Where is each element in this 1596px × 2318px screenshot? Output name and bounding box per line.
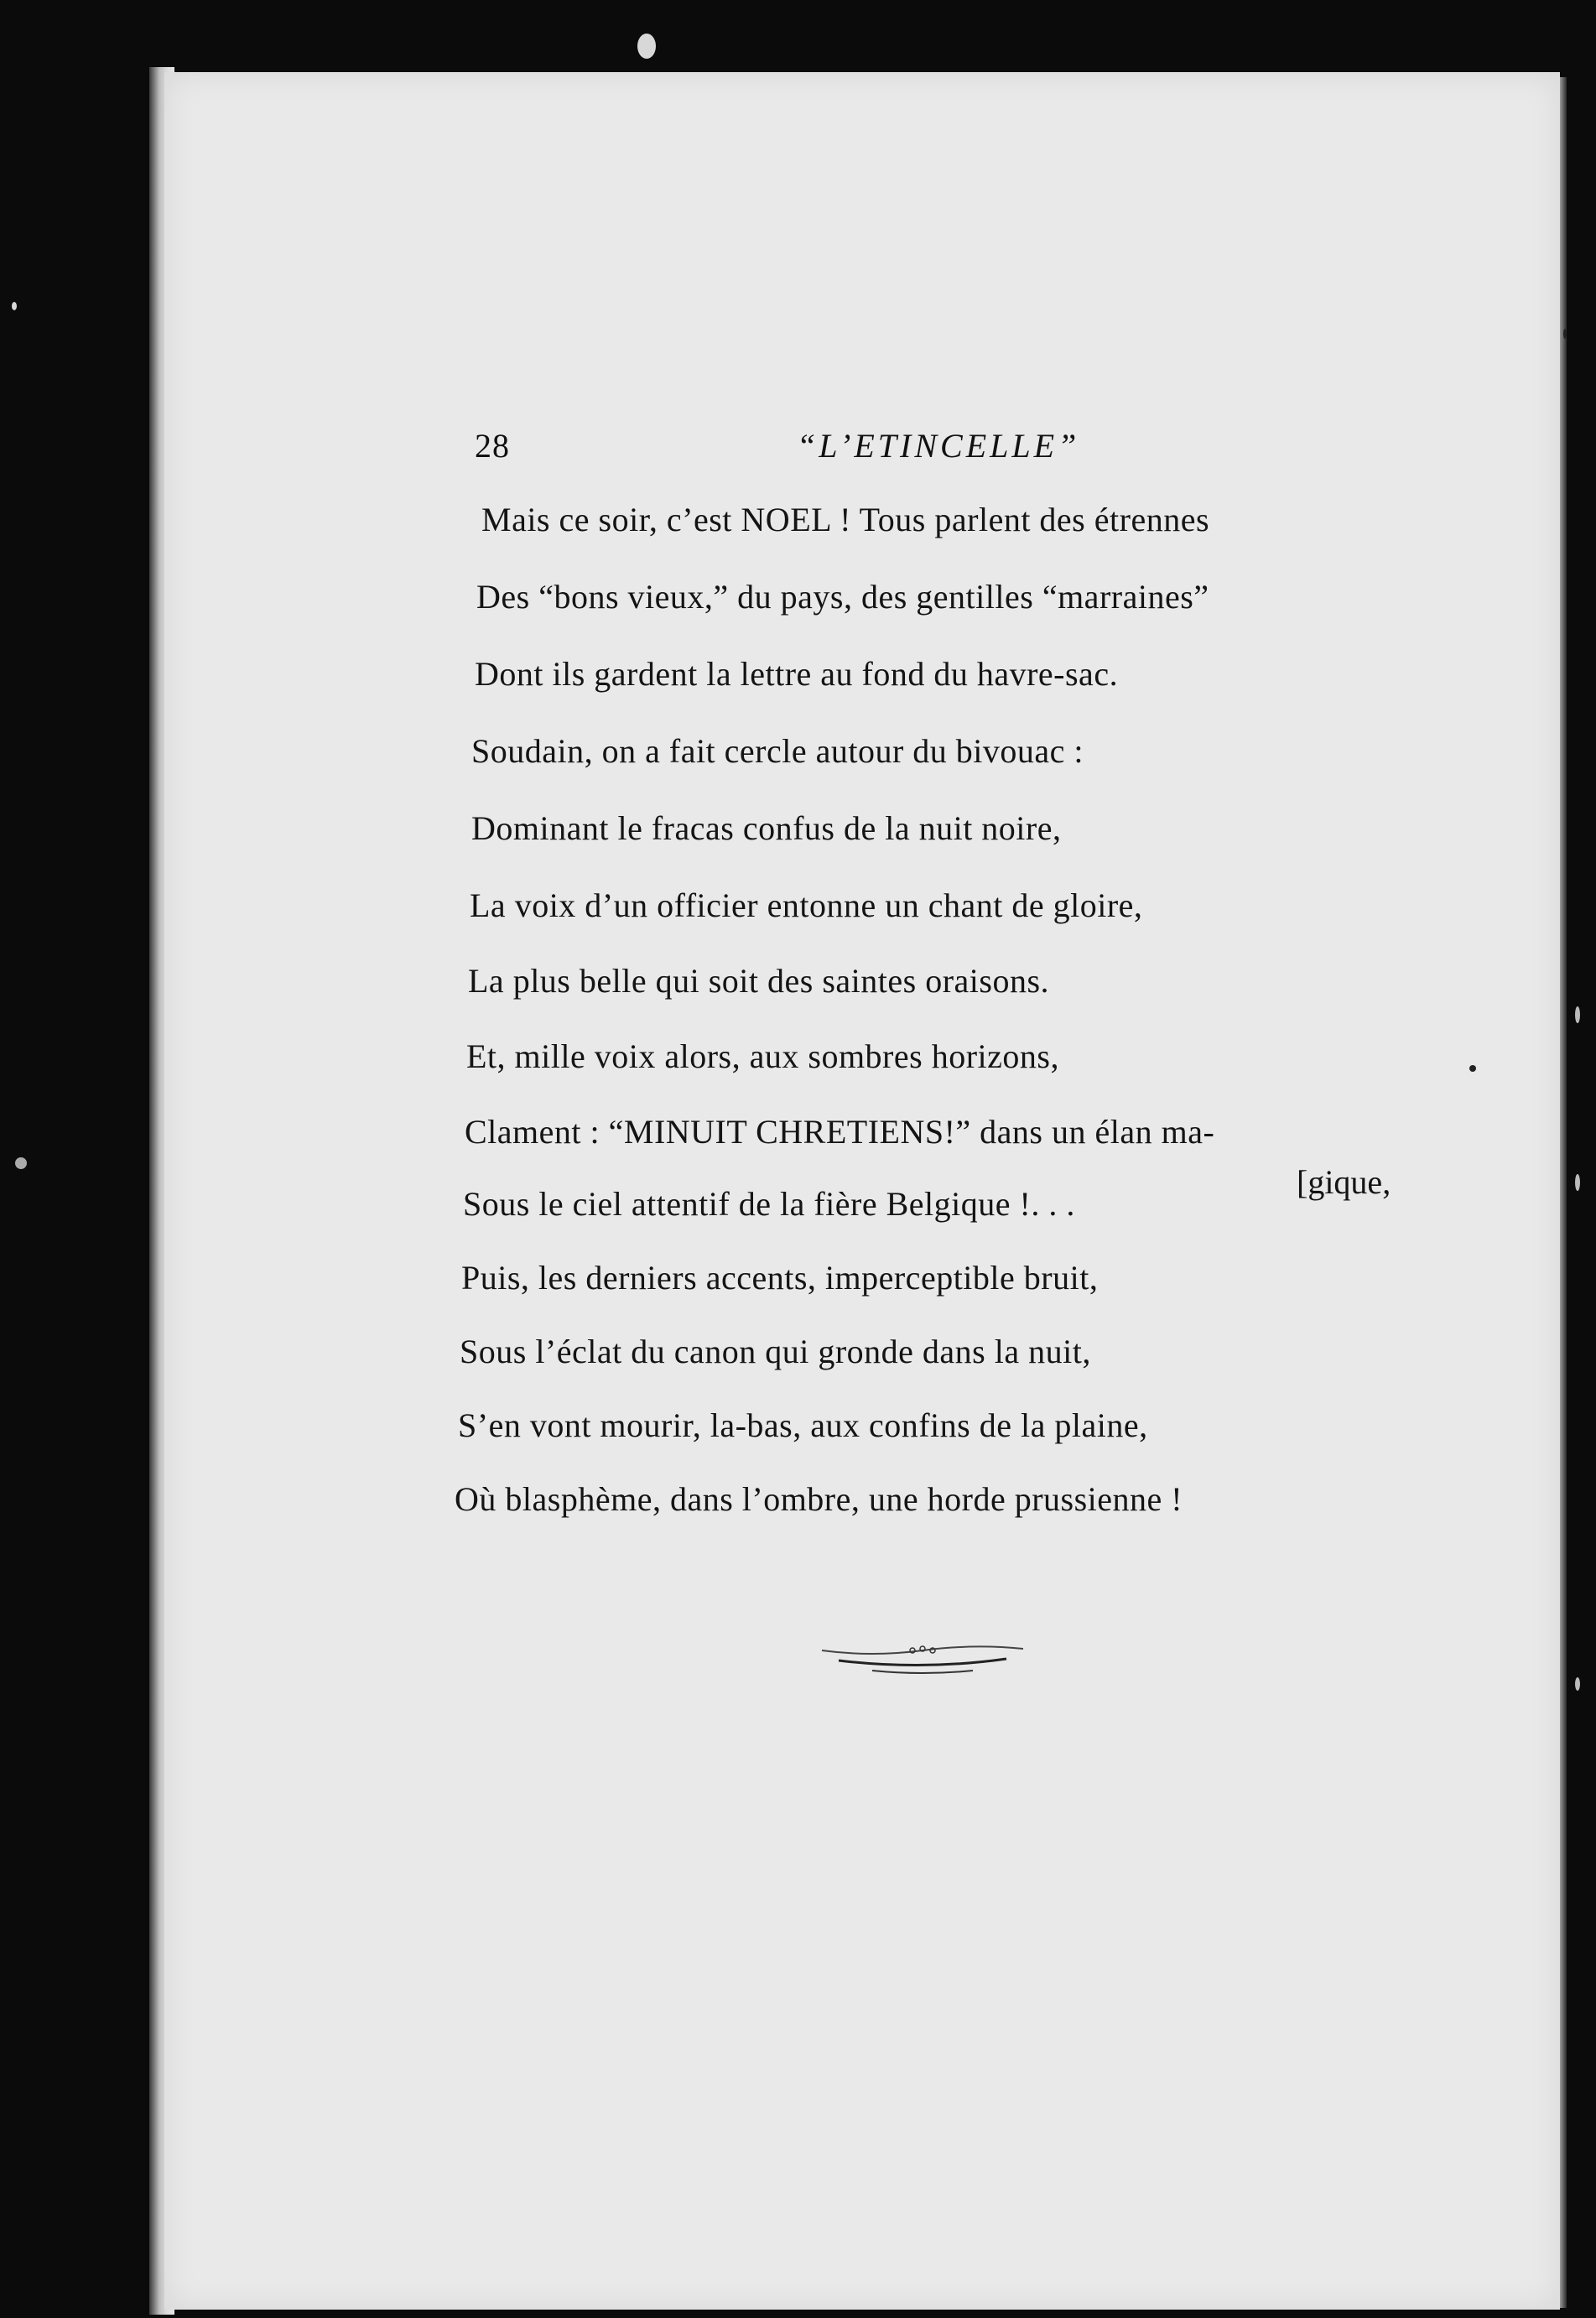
page-speck xyxy=(1469,1065,1476,1072)
scan-speck xyxy=(1575,1677,1580,1691)
poem-line: Mais ce soir, c’est NOEL ! Tous parlent des étrennes xyxy=(481,501,1210,538)
poem-line: Puis, les derniers accents, imperceptible bruit, xyxy=(461,1259,1099,1297)
poem-line: Sous le ciel attentif de la fière Belgique !. . . xyxy=(463,1185,1075,1223)
poem-line: Et, mille voix alors, aux sombres horizons, xyxy=(466,1037,1059,1075)
poem-line: La plus belle qui soit des saintes oraisons. xyxy=(468,962,1050,1000)
scan-speck xyxy=(1575,1006,1580,1023)
poem-line: La voix d’un officier entonne un chant de gloire, xyxy=(470,886,1143,924)
poem-line: S’en vont mourir, la-bas, aux confins de la plaine, xyxy=(458,1406,1148,1444)
page-speck xyxy=(1563,329,1567,339)
running-title: “L’ETINCELLE” xyxy=(797,427,1080,465)
poem-line: Des “bons vieux,” du pays, des gentilles “marraines” xyxy=(476,578,1209,616)
scan-speck xyxy=(1575,1174,1580,1191)
poem-line: Soudain, on a fait cercle autour du bivouac : xyxy=(471,732,1084,770)
scan-speck xyxy=(15,1157,27,1169)
poem-line-continuation: [gique, xyxy=(1297,1163,1391,1201)
poem-line: Sous l’éclat du canon qui gronde dans la nuit, xyxy=(460,1333,1091,1370)
scan-speck xyxy=(637,34,656,59)
poem-line: Où blasphème, dans l’ombre, une horde prussienne ! xyxy=(455,1480,1183,1518)
page-number: 28 xyxy=(475,427,510,465)
scan-speck xyxy=(12,302,17,310)
poem-line: Clament : “MINUIT CHRETIENS!” dans un élan ma- xyxy=(465,1113,1215,1151)
poem-line: Dominant le fracas confus de la nuit noire, xyxy=(471,809,1062,847)
poem-line: Dont ils gardent la lettre au fond du havre-sac. xyxy=(475,655,1119,693)
decorative-flourish-icon xyxy=(814,1635,1032,1686)
page-header xyxy=(475,426,1129,476)
